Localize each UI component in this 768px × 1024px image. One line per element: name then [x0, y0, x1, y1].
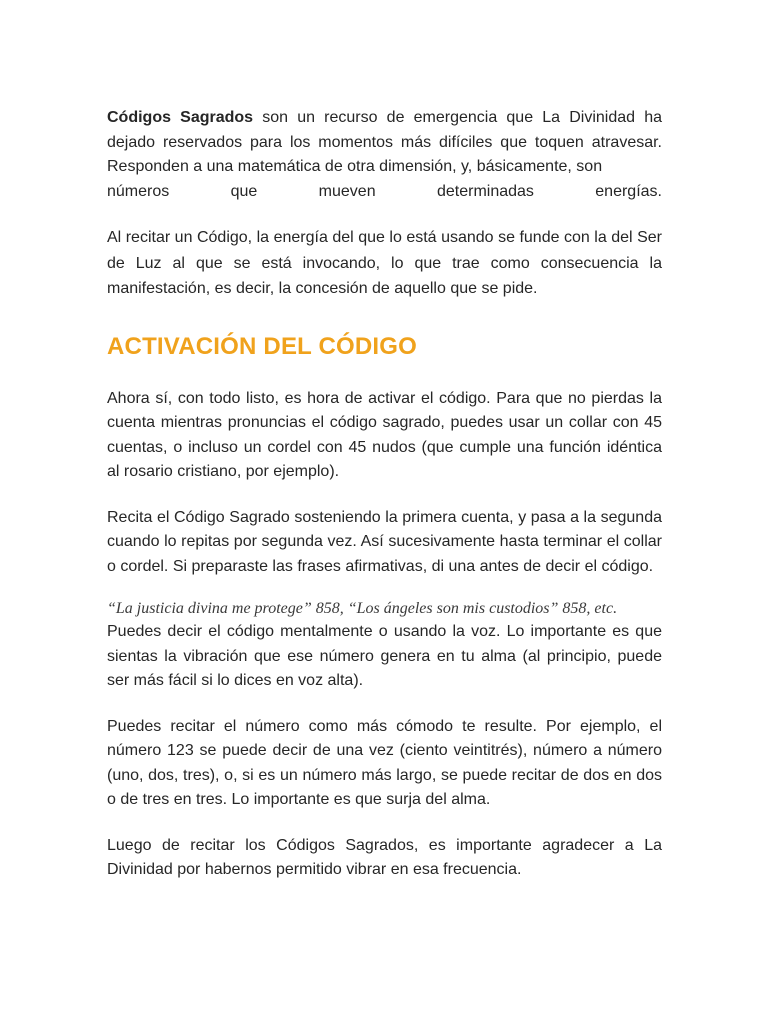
puedes-recitar-paragraph: Puedes recitar el número como más cómodo te resulte. Por ejemplo, el número 123 se puede decir de una vez (ciento veintitrés), número a número (uno, dos, tres), o, si es un número más largo, se puede recitar de dos en dos o de tres en tres. Lo importante es que surja del alma. [107, 717, 662, 808]
document-page [107, 106, 662, 904]
puedes-decir-text: Puedes decir el código mentalmente o usando la voz. Lo importante es que sientas la vibración que ese número genera en tu alma (al principio, puede ser más fácil si lo dices en voz alta). [107, 623, 662, 689]
recita-paragraph: Recita el Código Sagrado sosteniendo la primera cuenta, y pasa a la segunda cuando lo repitas por segunda vez. Así sucesivamente hasta terminar el collar o cordel. Si preparaste las frases afirmativas, di una antes de decir el código. [107, 508, 662, 575]
recitar-paragraph: Al recitar un Código, la energía del que lo está usando se funde con la del Ser de Luz al que se está invocando, lo que trae como consecuencia la manifestación, es decir, la concesión de aquello que se pide. [107, 229, 662, 297]
intro-text: son un recurso de emergencia que La Divinidad ha dejado reservados para los momentos más difíciles que toquen atravesar. Responden a una matemática de otra dimensión, y, básicamente, son [107, 109, 662, 175]
intro-paragraph [107, 106, 662, 204]
ahora-paragraph: Ahora sí, con todo listo, es hora de activar el código. Para que no pierdas la cuenta mientras pronuncias el código sagrado, puedes usar un collar con 45 cuentas, o incluso un cordel con 45 nudos (que cumple una función idéntica al rosario cristiano, por ejemplo). [107, 389, 662, 480]
intro-bold-term: Códigos Sagrados [107, 109, 254, 126]
luego-paragraph: Luego de recitar los Códigos Sagrados, es importante agradecer a La Divinidad por habernos permitido vibrar en esa frecuencia. [107, 836, 662, 878]
intro-last-line: números que mueven determinadas energías. [107, 182, 662, 200]
section-heading: ACTIVACIÓN DEL CÓDIGO [107, 332, 417, 360]
quote-text: “La justicia divina me protege” 858, “Los ángeles son mis custodios” 858, etc. [107, 600, 618, 617]
quote-paragraph [107, 598, 662, 694]
